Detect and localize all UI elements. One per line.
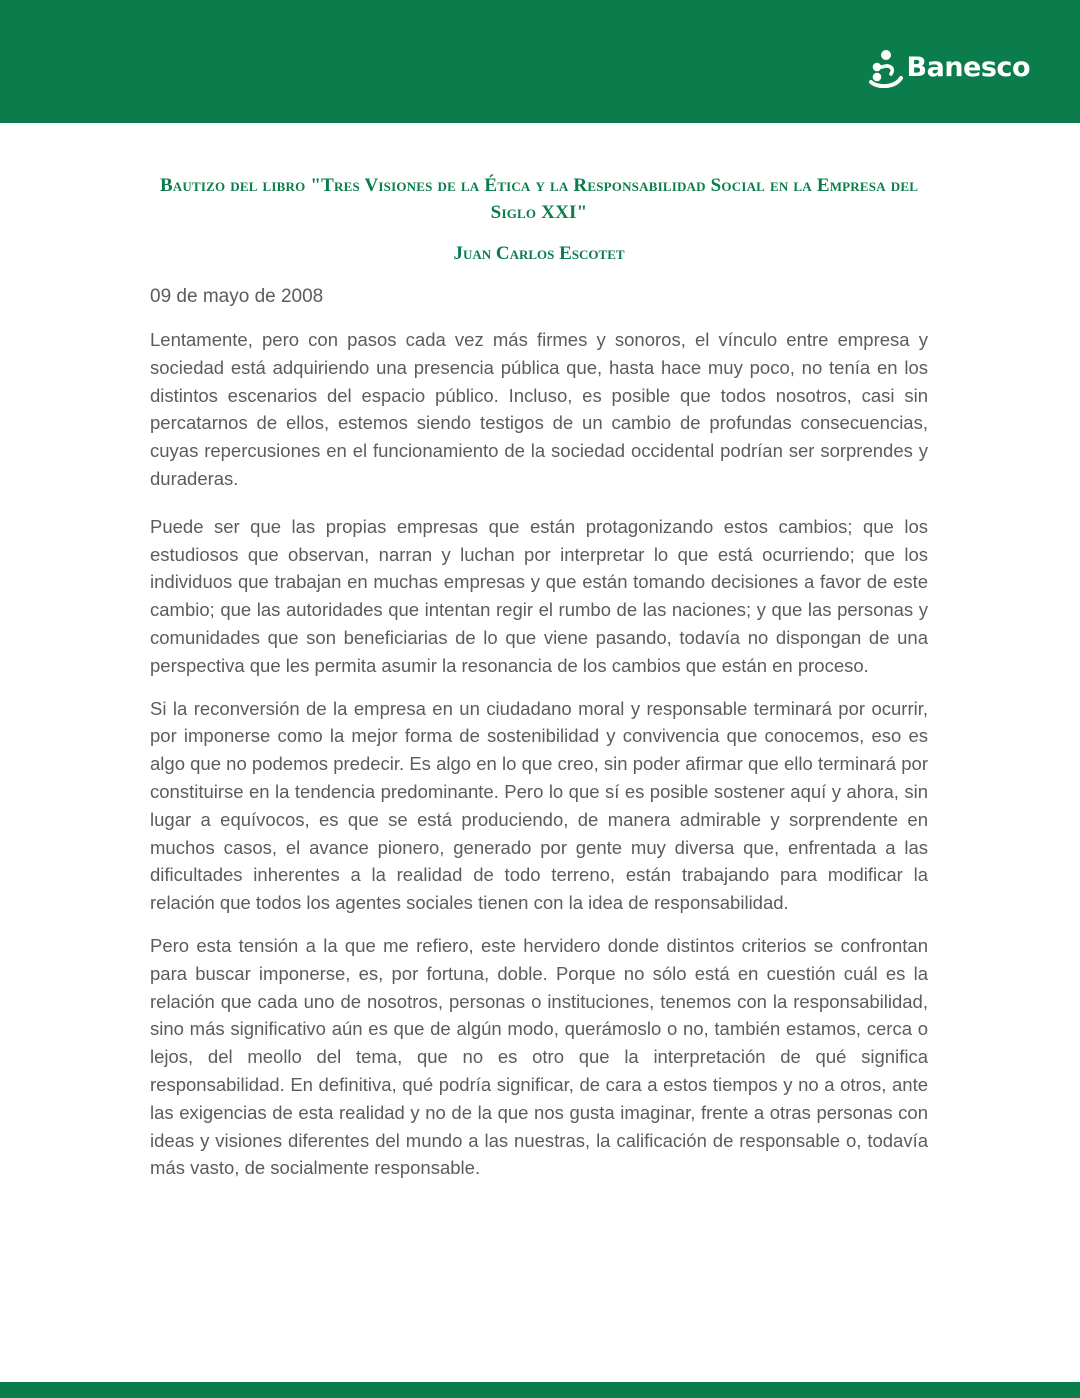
document-title: Bautizo del libro "Tres Visiones de la Ética y la Responsabilidad Social en la Empresa del Siglo XXI"	[159, 175, 919, 223]
paragraph: Pero esta tensión a la que me refiero, este hervidero donde distintos criterios se confrontan para buscar imponerse, es, por fortuna, doble. Porque no sólo está en cuestión cuál es la relación que cada uno de nosotros, personas o instituciones, tenemos con la responsabilidad, sino más significativo aún es que de algún modo, querámoslo o no, también estamos, cerca o lejos, del meollo del tema, que no es otro que la interpretación de qué significa responsabilidad. En definitiva, qué podría significar, de cara a estos tiempos y no a otros, ante las exigencias de esta realidad y no de la que nos gusta imaginar, frente a otras personas con ideas y visiones diferentes del mundo a las nuestras, la calificación de responsable o, todavía más vasto, de socialmente responsable.	[150, 934, 928, 1179]
document-body	[150, 172, 928, 1182]
brand-name: Banesco	[906, 52, 1030, 83]
document-date: 09 de mayo de 2008	[150, 286, 324, 307]
paragraph: Lentamente, pero con pasos cada vez más firmes y sonoros, el vínculo entre empresa y sociedad está adquiriendo una presencia pública que, hasta hace muy poco, no tenía en los distintos escenarios del espacio público. Incluso, es posible que todos nosotros, casi sin percatarnos de ellos, estemos siendo testigos de un cambio de profundas consecuencias, cuyas repercusiones en el funcionamiento de la sociedad occidental podrían ser sorprendes y duraderas.	[150, 329, 928, 489]
document-author: Juan Carlos Escotet	[453, 243, 625, 264]
banesco-people-icon	[867, 48, 905, 88]
banesco-logo	[867, 48, 1030, 88]
paragraph: Si la reconversión de la empresa en un ciudadano moral y responsable terminará por ocurrir, por imponerse como la mejor forma de sostenibilidad y convivencia que conocemos, eso es algo que no podemos predecir. Es algo en lo que creo, sin poder afirmar que ello terminará por constituirse en la tendencia predominante. Pero lo que sí es posible sostener aquí y ahora, sin lugar a equívocos, es que se está produciendo, de manera admirable y sorprendente en muchos casos, el avance pionero, generado por gente muy diversa que, enfrentada a las dificultades inherentes a la realidad de todo terreno, están trabajando para modificar la relación que todos los agentes sociales tienen con la idea de responsabilidad.	[150, 697, 928, 914]
header-bar	[0, 0, 1080, 123]
footer-bar	[0, 1382, 1080, 1398]
paragraph: Puede ser que las propias empresas que están protagonizando estos cambios; que los estudiosos que observan, narran y luchan por interpretar lo que está ocurriendo; que los individuos que trabajan en muchas empresas y que están tomando decisiones a favor de este cambio; que las autoridades que intentan regir el rumbo de las naciones; y que las personas y comunidades que son beneficiarias de lo que viene pasando, todavía no dispongan de una perspectiva que les permita asumir la resonancia de los cambios que están en proceso.	[150, 515, 928, 676]
